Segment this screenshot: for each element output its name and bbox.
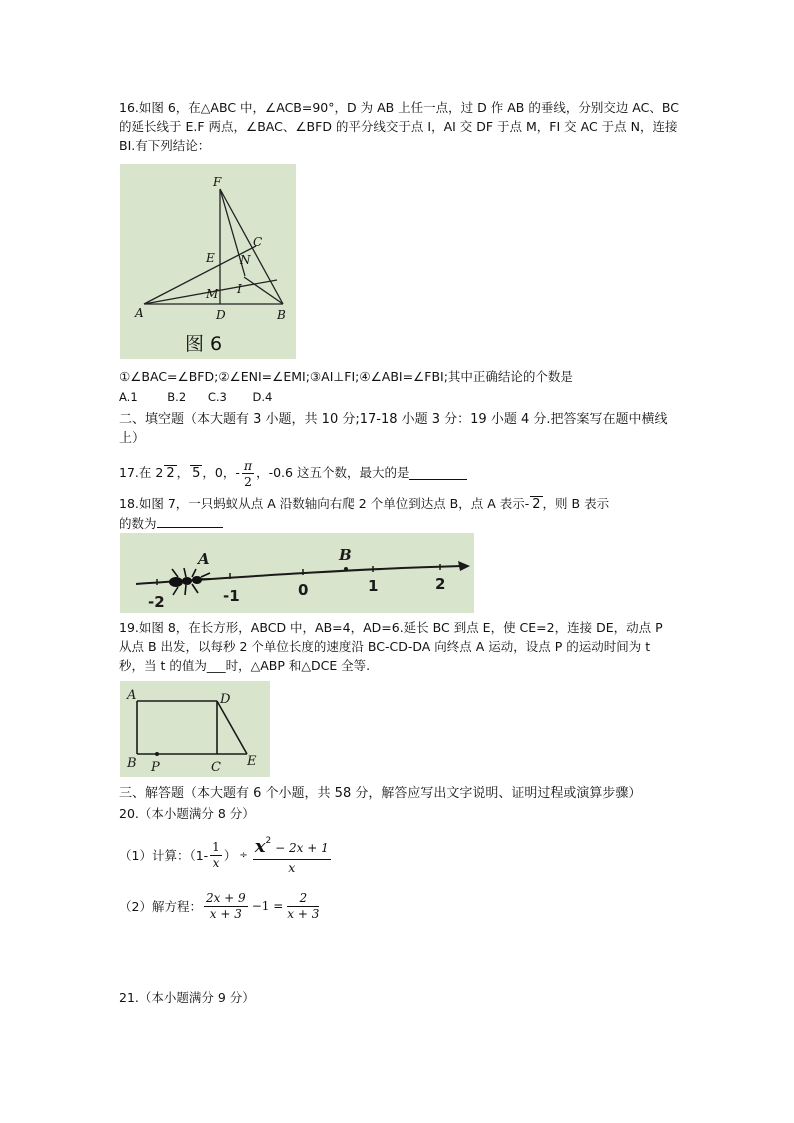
label-n: N — [240, 253, 251, 267]
tick-label-neg1: -1 — [223, 587, 240, 605]
ant-icon — [169, 568, 211, 595]
rectangle-figure — [120, 681, 270, 777]
label-a: A — [135, 306, 144, 320]
q19-text: 19.如图 8，在长方形，ABCD 中，AB=4，AD=6.延长 BC 到点 E，使 CE=2，连接 DE，动点 P 从点 B 出发，以每秒 2 个单位长度的速度沿 BC-CD-DA 向终点 A 运动，设点 P 的运动时间为 t 秒，当 t 的值为___时，△ABP 和△DCE 全等. — [119, 620, 663, 673]
segment-fb — [220, 189, 283, 304]
label-e: E — [206, 251, 215, 265]
q20-title: 20.（本小题满分 8 分） — [119, 806, 255, 821]
q18-line-1: 18.如图 7，一只蚂蚁从点 A 沿数轴向右爬 2 个单位到达点 B，点 A 表示- 2 ，则 B 表示 — [119, 496, 610, 512]
label-f: F — [213, 175, 222, 189]
q16-options — [119, 388, 272, 406]
tick-label-neg2: -2 — [148, 593, 165, 611]
option-b: B.2 — [167, 390, 187, 404]
section-2-heading: 二、填空题（本大题有 3 小题，共 10 分;17-18 小题 3 分：19 小题 4 分.把答案写在题中横线上） — [119, 412, 668, 446]
tick-label-1: 1 — [368, 577, 379, 595]
label-m: M — [206, 287, 219, 301]
sqrt-2-radical: 2 — [532, 497, 541, 512]
point-b-label: B — [339, 546, 352, 564]
fraction-1-over-x: $\frac{1}{x}$ — [212, 839, 220, 870]
q16-conclusions: ①∠BAC=∠BFD;②∠ENI=∠EMI;③AI⊥FI;④∠ABI=∠FBI;其中正确结论的个数是 — [119, 369, 573, 384]
option-d: D.4 — [252, 390, 273, 404]
q18-answer-blank[interactable] — [157, 515, 223, 528]
q20-part1: （1）计算：（1- $\frac{1}{x}$ ） ÷ $\frac{x^2 - 2x + 1}{x}$ — [119, 836, 329, 875]
sqrt-2-radical: 2 — [166, 466, 175, 481]
label-p: P — [151, 760, 160, 775]
point-b-dot — [344, 567, 348, 571]
figure-caption: 图 6 — [185, 333, 223, 355]
label-c: C — [253, 235, 263, 249]
option-a: A.1 — [119, 390, 138, 404]
sqrt-5-radical: 5 — [192, 466, 201, 481]
q17-answer-blank[interactable] — [409, 467, 467, 480]
q16-text: 16.如图 6，在△ABC 中，∠ACB=90°，D 为 AB 上任一点，过 D 作 AB 的垂线，分别交边 AC、BC 的延长线于 E.F 两点，∠BAC、∠BFD 的平分线交于点 I，AI 交 DF 于点 M，FI 交 AC 于点 N，连接 BI.有下列结论： — [119, 100, 679, 153]
segment-bi — [244, 277, 283, 304]
q20-part2: （2）解方程： $\frac{2x + 9}{x + 3}$ −1 = $\frac{2}{x + 3}$ — [119, 890, 320, 921]
figure-7-number-line — [120, 533, 474, 613]
figure-6 — [120, 164, 296, 359]
fraction-pi-over-2: $\frac{\pi}{2}$ — [243, 457, 253, 489]
q18-line-2: 的数为 — [119, 515, 223, 533]
triangle-figure — [120, 164, 296, 359]
point-p-dot — [155, 752, 159, 756]
option-c: C.3 — [207, 390, 227, 404]
fraction-rhs: $\frac{2}{x + 3}$ — [287, 890, 320, 921]
fraction-quadratic: $\frac{x^2 - 2x + 1}{x}$ — [254, 836, 329, 875]
label-d: D — [216, 308, 226, 322]
fraction-lhs: $\frac{2x + 9}{x + 3}$ — [205, 890, 246, 921]
figure-8-rectangle — [120, 681, 270, 777]
number-line-figure — [120, 533, 474, 613]
label-a: A — [127, 688, 137, 703]
q17-line: 17.在 2 2 ， 5 ，0，- $\frac{\pi}{2}$ ，-0.6 这五个数，最大的是 — [119, 458, 467, 488]
label-b: B — [277, 308, 286, 322]
q21-title: 21.（本小题满分 9 分） — [119, 990, 255, 1005]
tick-label-0: 0 — [298, 581, 309, 599]
label-d: D — [220, 692, 231, 707]
label-b: B — [127, 756, 137, 771]
label-c: C — [211, 760, 221, 775]
tick-label-2: 2 — [435, 575, 446, 593]
axis-arrow — [458, 561, 470, 571]
section-3-heading: 三、解答题（本大题有 6 个小题，共 58 分，解答应写出文字说明、证明过程或演算步骤） — [119, 786, 642, 801]
label-e: E — [247, 754, 257, 769]
point-a-label: A — [198, 550, 210, 568]
label-i: I — [237, 282, 242, 296]
